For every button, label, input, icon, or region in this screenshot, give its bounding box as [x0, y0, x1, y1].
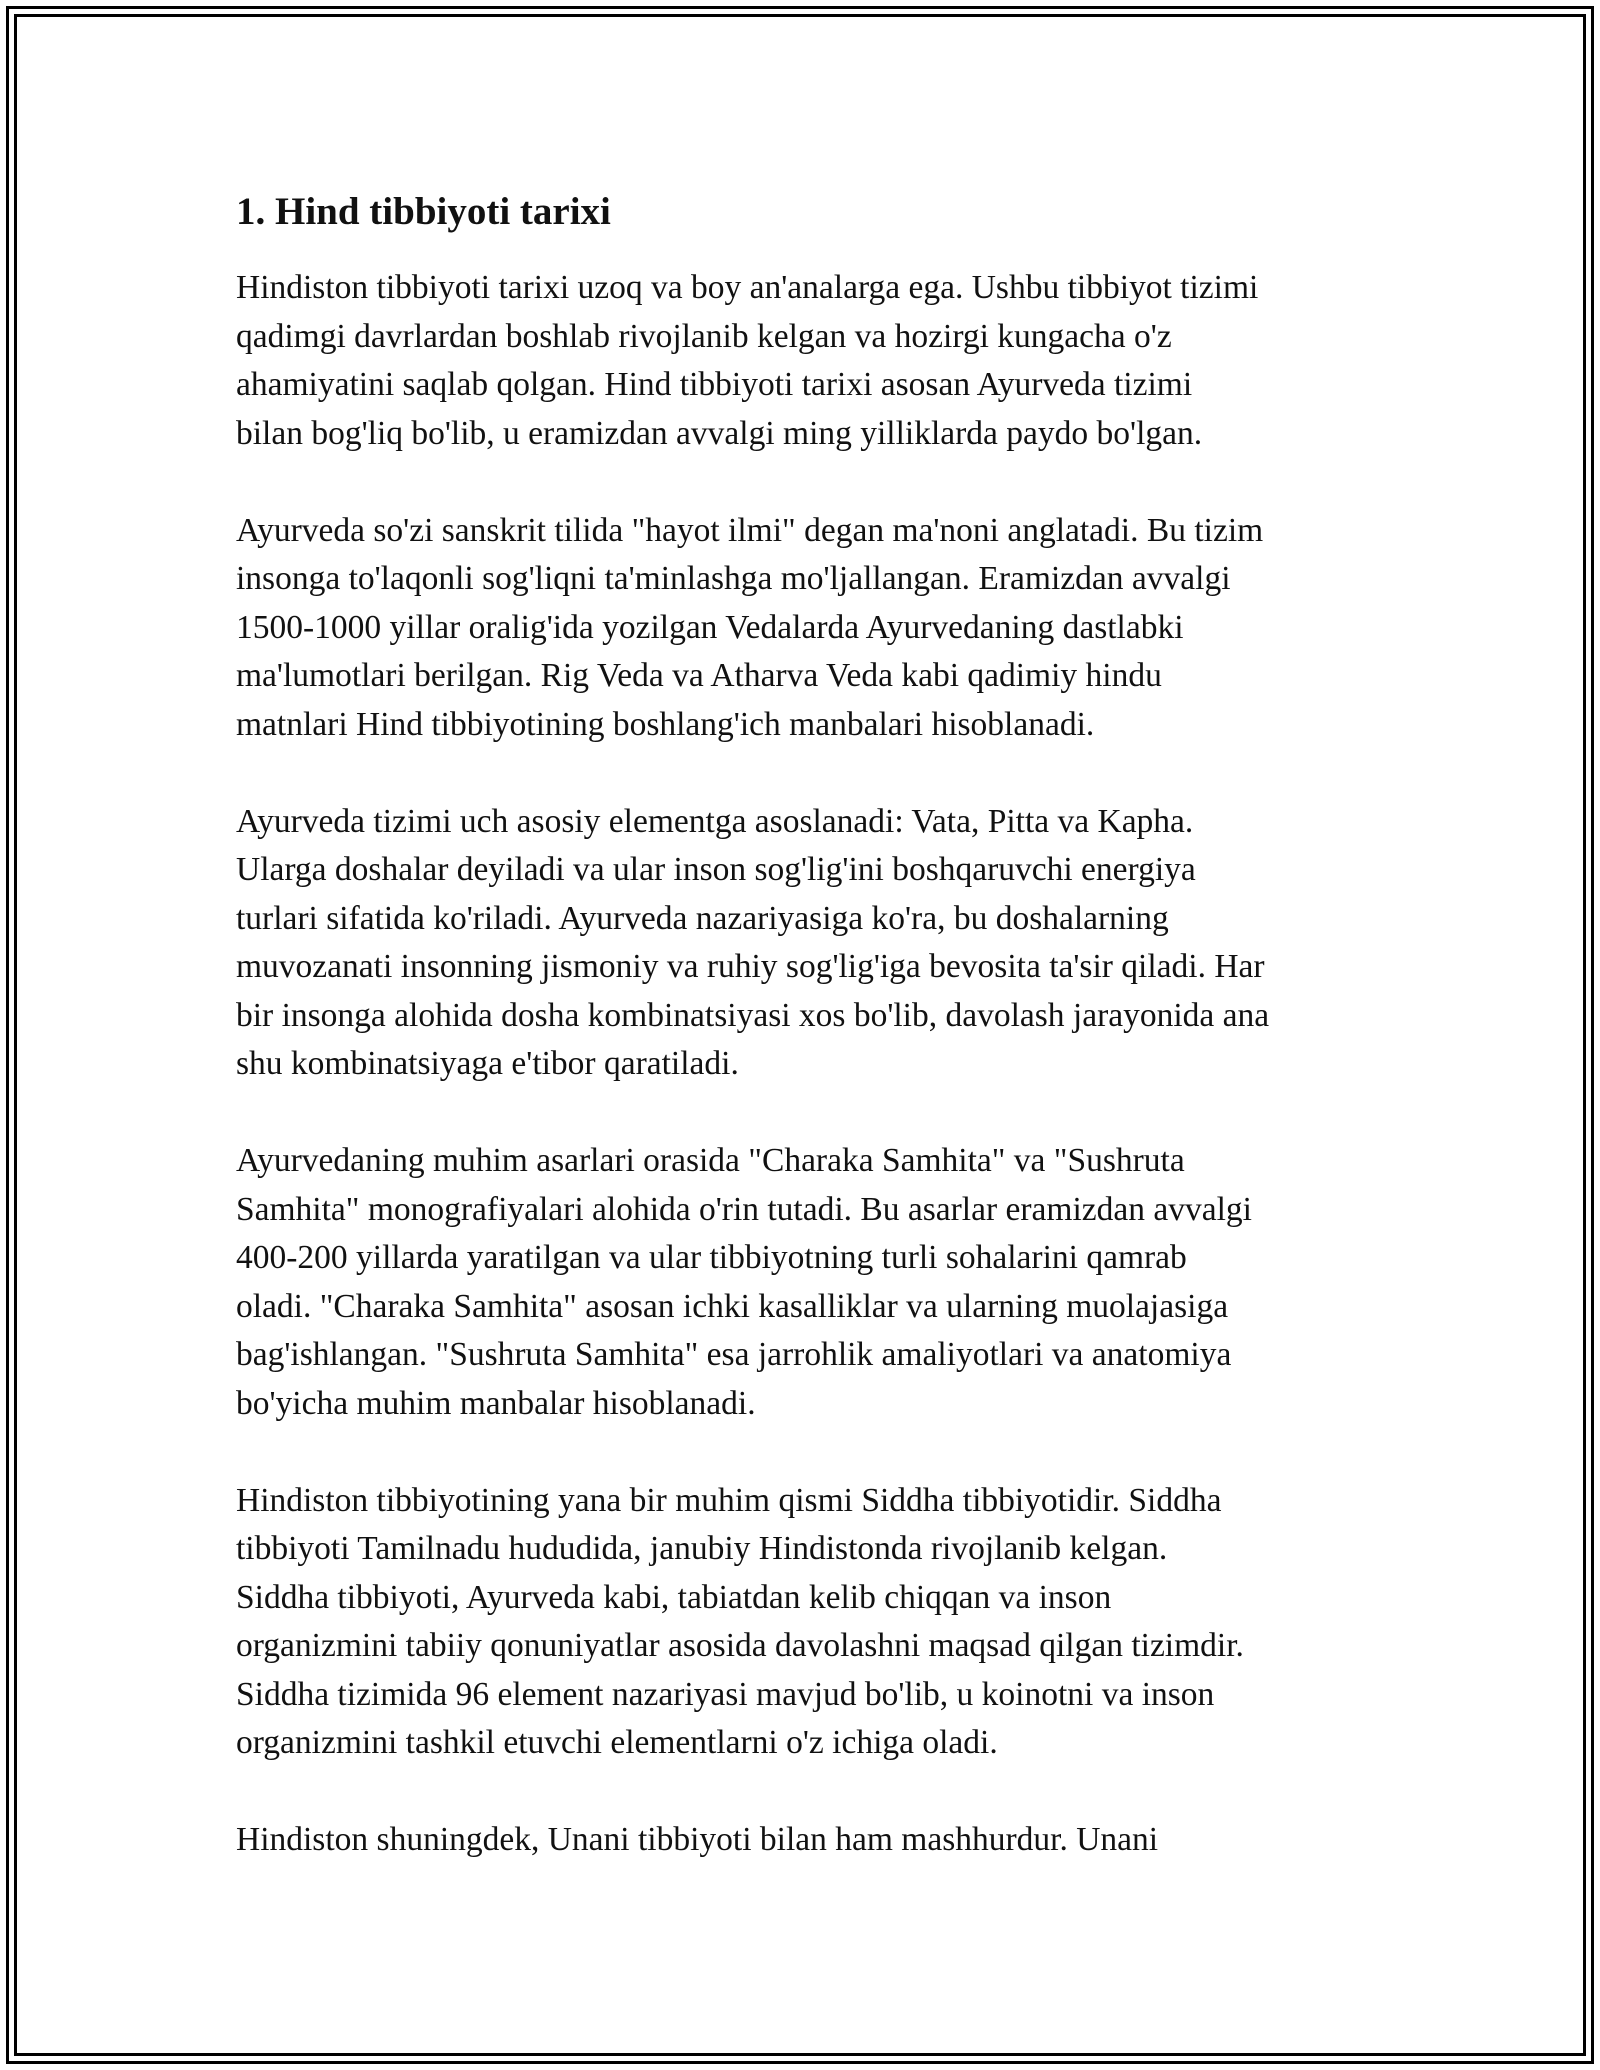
text-line: turlari sifatida ko'riladi. Ayurveda nazariyasiga ko'ra, bu doshalarning: [236, 899, 1169, 937]
paragraph-1: [236, 264, 1386, 458]
text-line: Siddha tizimida 96 element nazariyasi mavjud bo'lib, u koinotni va inson: [236, 1675, 1215, 1713]
text-line: bo'yicha muhim manbalar hisoblanadi.: [236, 1384, 756, 1422]
document-body: [236, 186, 1386, 1913]
text-line: tibbiyoti Tamilnadu hududida, janubiy Hindistonda rivojlanib kelgan.: [236, 1530, 1168, 1567]
text-line: 1500-1000 yillar oralig'ida yozilgan Vedalarda Ayurvedaning dastlabki: [236, 608, 1184, 646]
text-line: muvozanati insonning jismoniy va ruhiy sog'lig'iga bevosita ta'sir qiladi. Har: [236, 948, 1265, 985]
text-line: 400-200 yillarda yaratilgan va ular tibbiyotning turli sohalarini qamrab: [236, 1239, 1187, 1276]
text-line: bilan bog'liq bo'lib, u eramizdan avvalgi ming yilliklarda paydo bo'lgan.: [236, 414, 1203, 452]
paragraph-5: [236, 1477, 1386, 1768]
paragraph-3: [236, 798, 1386, 1089]
text-line: shu kombinatsiyaga e'tibor qaratiladi.: [236, 1045, 739, 1082]
text-line: organizmini tabiiy qonuniyatlar asosida davolashni maqsad qilgan tizimdir.: [236, 1627, 1244, 1664]
text-line: bir insonga alohida dosha kombinatsiyasi xos bo'lib, davolash jarayonida ana: [236, 996, 1270, 1034]
text-line: insonga to'laqonli sog'liqni ta'minlashga mo'ljallangan. Eramizdan avvalgi: [236, 560, 1231, 597]
text-line: Hindiston tibbiyoti tarixi uzoq va boy an'analarga ega. Ushbu tibbiyot tizimi: [236, 269, 1259, 306]
text-line: Ayurvedaning muhim asarlari orasida "Charaka Samhita" va "Sushruta: [236, 1142, 1185, 1179]
text-line: bag'ishlangan. "Sushruta Samhita" esa jarrohlik amaliyotlari va anatomiya: [236, 1336, 1232, 1373]
section-title: 1. Hind tibbiyoti tarixi: [236, 190, 611, 233]
text-line: ahamiyatini saqlab qolgan. Hind tibbiyoti tarixi asosan Ayurveda tizimi: [236, 366, 1193, 403]
text-line: Samhita" monografiyalari alohida o'rin tutadi. Bu asarlar eramizdan avvalgi: [236, 1190, 1252, 1228]
text-line: ma'lumotlari berilgan. Rig Veda va Atharva Veda kabi qadimiy hindu: [236, 657, 1162, 694]
text-line: Hindiston shuningdek, Unani tibbiyoti bilan ham mashhurdur. Unani: [236, 1821, 1159, 1858]
text-line: qadimgi davrlardan boshlab rivojlanib kelgan va hozirgi kungacha o'z: [236, 317, 1172, 355]
text-line: organizmini tashkil etuvchi elementlarni o'z ichiga oladi.: [236, 1724, 998, 1761]
text-line: Ayurveda tizimi uch asosiy elementga asoslanadi: Vata, Pitta va Kapha.: [236, 802, 1194, 840]
text-line: Hindiston tibbiyotining yana bir muhim qismi Siddha tibbiyotidir. Siddha: [236, 1481, 1222, 1519]
text-line: Ularga doshalar deyiladi va ular inson sog'lig'ini boshqaruvchi energiya: [236, 851, 1196, 888]
text-line: oladi. "Charaka Samhita" asosan ichki kasalliklar va ularning muolajasiga: [236, 1287, 1229, 1325]
text-line: Ayurveda so'zi sanskrit tilida "hayot ilmi" degan ma'noni anglatadi. Bu tizim: [236, 511, 1264, 549]
paragraph-2: [236, 507, 1386, 750]
text-line: matnlari Hind tibbiyotining boshlang'ich manbalari hisoblanadi.: [236, 705, 1095, 743]
paragraph-6: [236, 1816, 1386, 1865]
text-line: Siddha tibbiyoti, Ayurveda kabi, tabiatdan kelib chiqqan va inson: [236, 1578, 1112, 1616]
paragraph-4: [236, 1137, 1386, 1428]
